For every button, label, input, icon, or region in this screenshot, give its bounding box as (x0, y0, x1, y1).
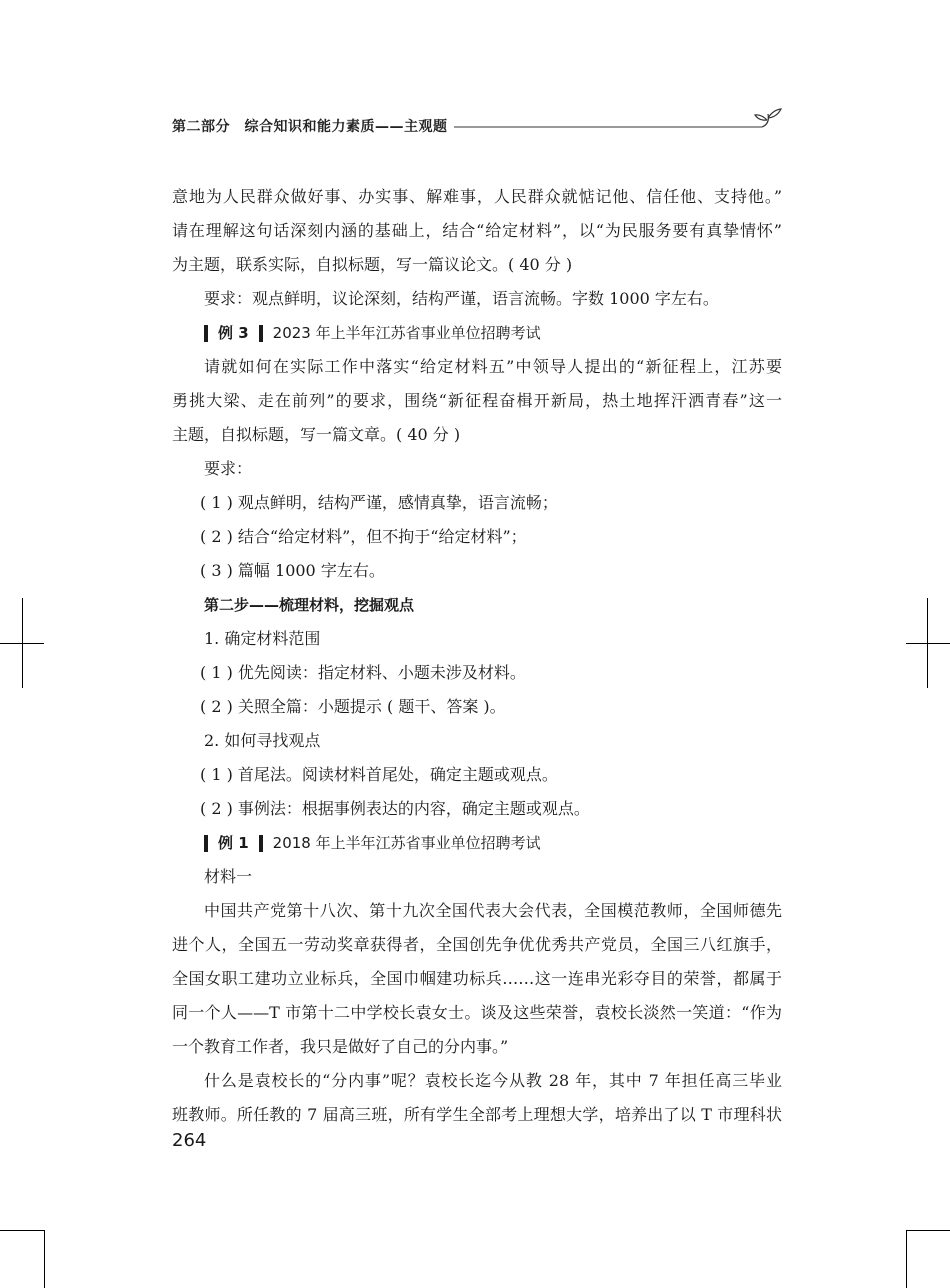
list-item: ( 1 ) 优先阅读：指定材料、小题未涉及材料。 (200, 663, 526, 682)
example-label: 例 3 (218, 324, 249, 342)
example-heading (172, 316, 782, 350)
requirements-label: 要求： (204, 459, 253, 478)
list-item: ( 2 ) 事例法：根据事例表达的内容，确定主题或观点。 (200, 799, 590, 818)
example-label: 例 1 (218, 834, 249, 852)
list-item: ( 1 ) 首尾法。阅读材料首尾处，确定主题或观点。 (200, 765, 558, 784)
paragraph-line: 请就如何在实际工作中落实“给定材料五”中领导人提出的“新征程上，江苏要 (204, 357, 782, 376)
paragraph-line: 中国共产党第十八次、第十九次全国代表大会代表，全国模范教师，全国师德先 (204, 901, 782, 920)
paragraph-line: 请在理解这句话深刻内涵的基础上，结合“给定材料”，以“为民服务要有真挚情怀” (172, 221, 782, 240)
example-title: 2023 年上半年江苏省事业单位招聘考试 (272, 324, 541, 342)
paragraph-line: 同一个人——T 市第十二中学校长袁女士。谈及这些荣誉，袁校长淡然一笑道：“作为 (172, 1003, 782, 1022)
paragraph-line: 勇挑大梁、走在前列”的要求，围绕“新征程奋楫开新局，热土地挥汗洒青春”这一 (172, 391, 782, 410)
paragraph-line: 意地为人民群众做好事、办实事、解难事，人民群众就惦记他、信任他、支持他。” (172, 187, 782, 206)
subsection-heading: 2. 如何寻找观点 (204, 731, 321, 750)
paragraph-line: 班教师。所任教的 7 届高三班，所有学生全部考上理想大学，培养出了以 T 市理科状 (172, 1105, 782, 1124)
crop-mark-left-horizontal (0, 643, 44, 644)
section-heading: 第二步——梳理材料，挖掘观点 (204, 596, 415, 614)
paragraph-line: 什么是袁校长的“分内事”呢？袁校长迄今从教 28 年，其中 7 年担任高三毕业 (204, 1071, 782, 1090)
crop-mark-bottom-left-horizontal (0, 1230, 44, 1231)
example-bar-left (204, 835, 208, 852)
list-item: ( 2 ) 关照全篇：小题提示 ( 题干、答案 )。 (200, 697, 506, 716)
crop-mark-bottom-right-vertical (906, 1230, 907, 1288)
paragraph-line: 主题，自拟标题，写一篇文章。( 40 分 ) (172, 425, 461, 444)
subsection-heading: 1. 确定材料范围 (204, 629, 321, 648)
page-number: 264 (172, 1130, 207, 1151)
crop-mark-bottom-left-vertical (44, 1230, 45, 1288)
crop-mark-bottom-right-horizontal (906, 1230, 950, 1231)
paragraph-line: 进个人，全国五一劳动奖章获得者，全国创先争优优秀共产党员，全国三八红旗手， (172, 935, 782, 954)
list-item: ( 3 ) 篇幅 1000 字左右。 (200, 561, 385, 580)
example-title: 2018 年上半年江苏省事业单位招聘考试 (272, 834, 541, 852)
example-bar-right (259, 325, 263, 342)
list-item: ( 2 ) 结合“给定材料”，但不拘于“给定材料”； (200, 527, 527, 546)
example-heading (172, 826, 782, 860)
requirements-line: 要求：观点鲜明，议论深刻，结构严谨，语言流畅。字数 1000 字左右。 (204, 289, 719, 308)
list-item: ( 1 ) 观点鲜明，结构严谨，感情真挚，语言流畅； (200, 493, 558, 512)
sprout-icon (755, 109, 781, 127)
running-header-title: 第二部分 综合知识和能力素质——主观题 (172, 116, 454, 136)
crop-mark-right-horizontal (906, 643, 950, 644)
material-label: 材料一 (204, 867, 253, 886)
paragraph-line: 一个教育工作者，我只是做好了自己的分内事。” (172, 1037, 509, 1056)
paragraph-line: 为主题，联系实际，自拟标题，写一篇议论文。( 40 分 ) (172, 255, 573, 274)
paragraph-line: 全国女职工建功立业标兵，全国巾帼建功标兵……这一连串光彩夺目的荣誉，都属于 (172, 969, 782, 988)
example-bar-right (259, 835, 263, 852)
page-body (172, 180, 782, 1132)
example-bar-left (204, 325, 208, 342)
